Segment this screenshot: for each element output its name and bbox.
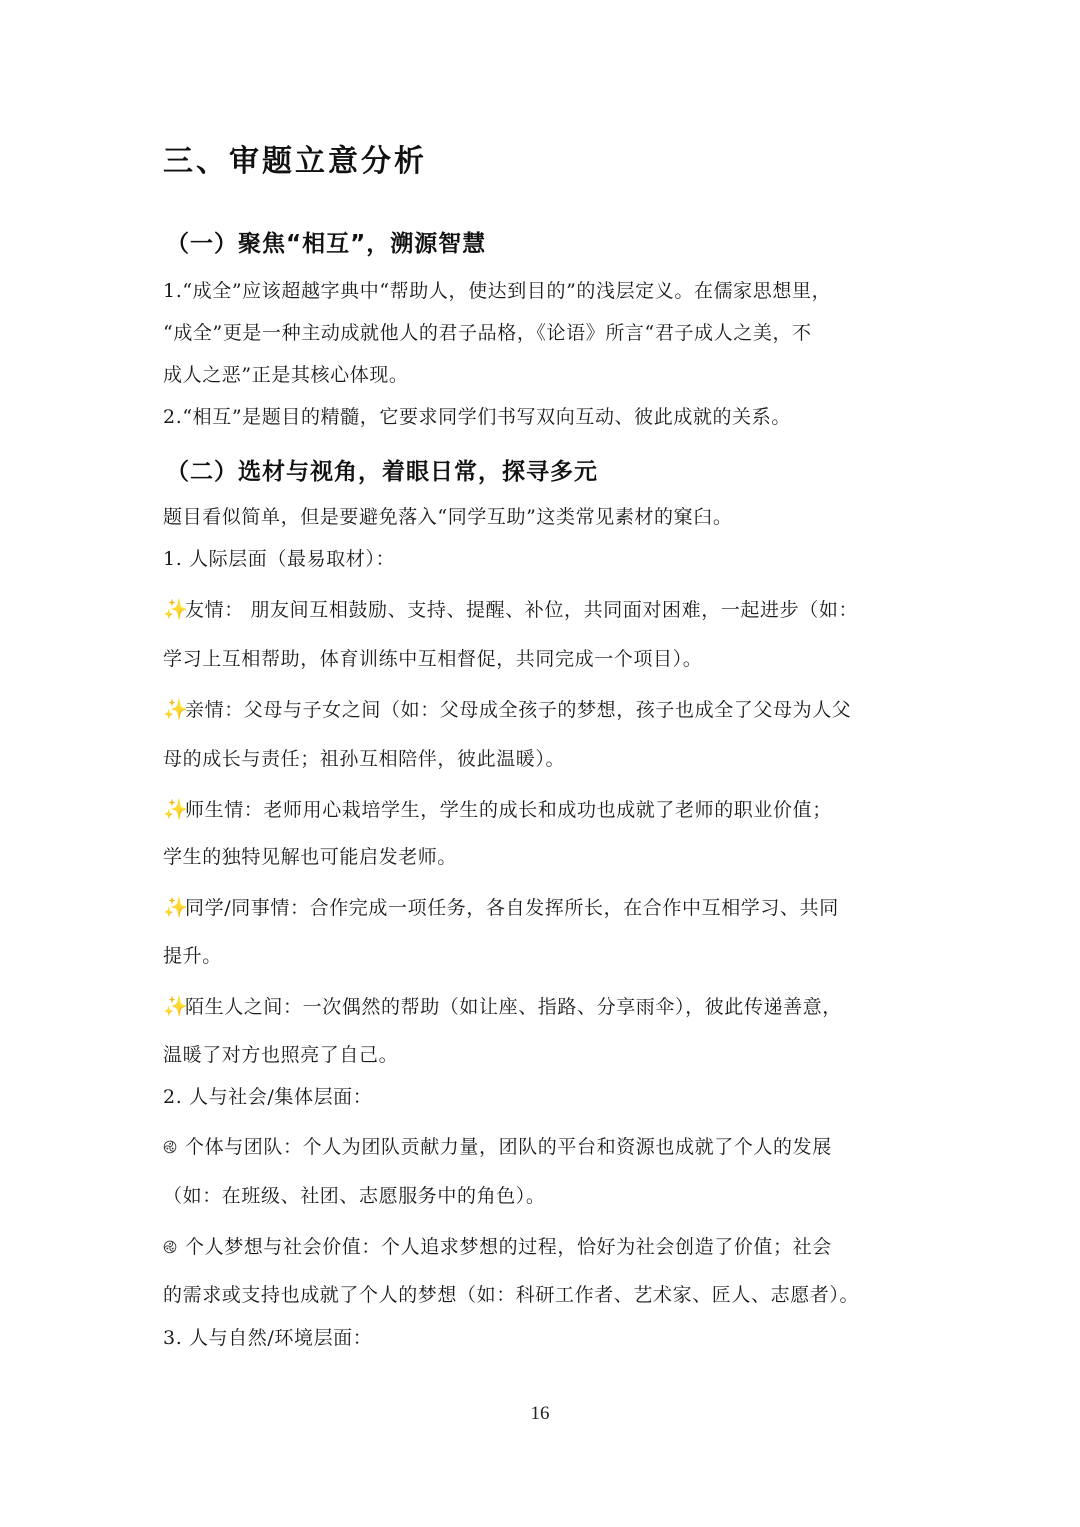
page-number: 16 — [530, 1403, 550, 1424]
list-item-classmates: ✨同学/同事情：合作完成一项任务，各自发挥所长，在合作中互相学习、共同 — [163, 895, 839, 919]
paragraph-1-line-1: 1.“成全”应该超越字典中“帮助人，使达到目的”的浅层定义。在儒家思想里， — [163, 280, 832, 302]
level-1-heading: 1. 人际层面（最易取材）： — [163, 548, 396, 570]
paragraph-2: 2.“相互”是题目的精髓，它要求同学们书写双向互动、彼此成就的关系。 — [163, 406, 791, 428]
sparkle-icon: ✨ — [163, 697, 189, 721]
sparkle-icon: ✨ — [163, 797, 189, 821]
list-item-teacher-student: ✨师生情：老师用心栽培学生，学生的成长和成功也成就了老师的职业价值； — [163, 797, 832, 821]
sparkle-icon: ✨ — [163, 994, 189, 1018]
list-item-teacher-student-cont: 学生的独特见解也可能启发老师。 — [163, 846, 458, 868]
page-heading: 三、审题立意分析 — [163, 144, 427, 179]
list-item-dream-society-cont: 的需求或支持也成就了个人的梦想（如：科研工作者、艺术家、匠人、志愿者）。 — [163, 1284, 860, 1306]
list-item-strangers-cont: 温暖了对方也照亮了自己。 — [163, 1044, 399, 1066]
list-item-family: ✨亲情：父母与子女之间（如：父母成全孩子的梦想，孩子也成全了父母为人父 — [163, 697, 852, 721]
section-1-title: （一）聚焦“相互”，溯源智慧 — [166, 231, 487, 257]
spiral-icon: ࿋ — [163, 1237, 178, 1258]
list-item-family-cont: 母的成长与责任；祖孙互相陪伴，彼此温暖）。 — [163, 748, 566, 770]
sparkle-icon: ✨ — [163, 895, 189, 919]
spiral-icon: ࿋ — [163, 1137, 178, 1158]
list-item-classmates-cont: 提升。 — [163, 945, 222, 967]
list-item-friendship-cont: 学习上互相帮助，体育训练中互相督促，共同完成一个项目）。 — [163, 648, 703, 670]
list-item-strangers: ✨陌生人之间：一次偶然的帮助（如让座、指路、分享雨伞），彼此传递善意， — [163, 994, 842, 1018]
list-item-friendship: ✨友情： 朋友间互相鼓励、支持、提醒、补位，共同面对困难，一起进步（如： — [163, 597, 859, 621]
paragraph-1-line-2: “成全”更是一种主动成就他人的君子品格，《论语》所言“君子成人之美，不 — [163, 322, 812, 344]
level-2-heading: 2. 人与社会/集体层面： — [163, 1086, 373, 1108]
list-item-individual-team: ࿋ 个体与团队：个人为团队贡献力量，团队的平台和资源也成就了个人的发展 — [163, 1134, 832, 1161]
list-item-dream-society: ࿋ 个人梦想与社会价值：个人追求梦想的过程，恰好为社会创造了价值；社会 — [163, 1234, 832, 1261]
level-3-heading: 3. 人与自然/环境层面： — [163, 1327, 373, 1349]
section-2-intro: 题目看似简单，但是要避免落入“同学互助”这类常见素材的窠臼。 — [163, 506, 733, 528]
section-2-title: （二）选材与视角，着眼日常，探寻多元 — [166, 459, 598, 485]
sparkle-icon: ✨ — [163, 597, 189, 621]
paragraph-1-line-3: 成人之恶”正是其核心体现。 — [163, 364, 409, 386]
list-item-individual-team-cont: （如：在班级、社团、志愿服务中的角色）。 — [163, 1185, 546, 1207]
